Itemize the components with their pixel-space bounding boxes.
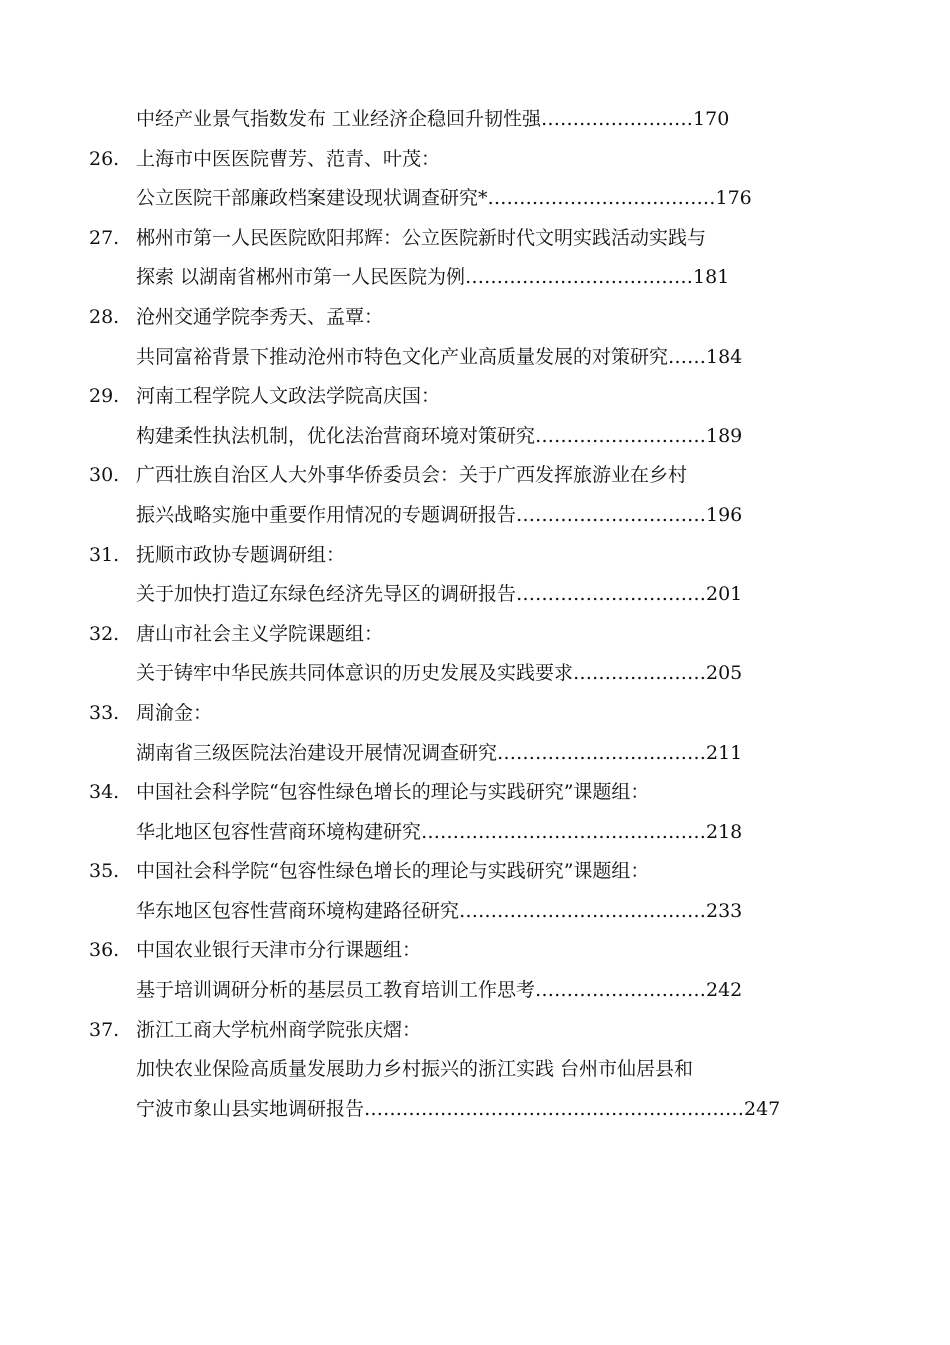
toc-entry-number: 37. (89, 1018, 120, 1041)
toc-line (0, 377, 950, 417)
toc-entry-title: 公立医院干部廉政档案建设现状调查研究*………………………………176 (136, 187, 752, 210)
toc-line (0, 694, 950, 734)
toc-entry-title: 振兴战略实施中重要作用情况的专题调研报告…………………………196 (136, 503, 743, 526)
toc-line (0, 456, 950, 496)
table-of-contents (0, 100, 950, 1129)
toc-entry-title: 基于培训调研分析的基层员工教育培训工作思考………………………242 (136, 979, 743, 1002)
toc-line (0, 931, 950, 971)
toc-entry-number: 33. (89, 701, 120, 724)
toc-entry-title: 关于铸牢中华民族共同体意识的历史发展及实践要求…………………205 (136, 662, 743, 685)
toc-entry-number: 35. (89, 860, 120, 883)
toc-entry-author: 广西壮族自治区人大外事华侨委员会：关于广西发挥旅游业在乡村 (136, 464, 688, 487)
toc-entry-title: 华东地区包容性营商环境构建路径研究…………………………………233 (136, 899, 743, 922)
toc-entry-number: 26. (89, 147, 120, 170)
toc-line (0, 140, 950, 180)
toc-entry-number: 32. (89, 622, 120, 645)
toc-entry-number: 31. (89, 543, 120, 566)
toc-line (0, 852, 950, 892)
toc-line (0, 971, 950, 1011)
toc-entry-title: 湖南省三级医院法治建设开展情况调查研究……………………………211 (136, 741, 743, 764)
toc-entry-author: 唐山市社会主义学院课题组： (136, 622, 384, 645)
toc-line (0, 654, 950, 694)
toc-entry-number: 28. (89, 305, 120, 328)
toc-line (0, 298, 950, 338)
toc-line (0, 1090, 950, 1130)
toc-entry-number: 34. (89, 781, 120, 804)
toc-line (0, 179, 950, 219)
toc-entry-title: 构建柔性执法机制，优化法治营商环境对策研究………………………189 (136, 424, 743, 447)
toc-entry-title: 中经产业景气指数发布 工业经济企稳回升韧性强……………………170 (136, 108, 730, 130)
toc-line (0, 417, 950, 457)
toc-line (0, 892, 950, 932)
toc-line (0, 1050, 950, 1090)
toc-line (0, 813, 950, 853)
toc-entry-number: 36. (89, 939, 120, 962)
toc-entry-number: 30. (89, 464, 120, 487)
toc-entry-author: 中国社会科学院“包容性绿色增长的理论与实践研究”课题组： (136, 860, 650, 883)
toc-entry-author: 中国社会科学院“包容性绿色增长的理论与实践研究”课题组： (136, 781, 650, 804)
toc-entry-title: 关于加快打造辽东绿色经济先导区的调研报告…………………………201 (136, 583, 743, 606)
toc-line (0, 575, 950, 615)
toc-entry-author: 中国农业银行天津市分行课题组： (136, 939, 422, 962)
toc-entry-title: 共同富裕背景下推动沧州市特色文化产业高质量发展的对策研究……184 (136, 345, 743, 368)
toc-entry-title: 华北地区包容性营商环境构建研究………………………………………218 (136, 820, 743, 843)
toc-entry-author: 周渝金： (136, 701, 213, 724)
toc-entry-author: 抚顺市政协专题调研组： (136, 543, 346, 566)
toc-line (0, 338, 950, 378)
toc-entry-author: 上海市中医医院曹芳、范青、叶茂： (136, 147, 441, 170)
toc-entry-title: 宁波市象山县实地调研报告……………………………………………………247 (136, 1097, 781, 1120)
toc-entry-number: 29. (89, 385, 120, 408)
toc-entry-title: 探索 以湖南省郴州市第一人民医院为例………………………………181 (136, 266, 730, 289)
toc-line (0, 100, 950, 140)
toc-line (0, 615, 950, 655)
toc-line (0, 496, 950, 536)
toc-line (0, 734, 950, 774)
toc-line (0, 1011, 950, 1051)
toc-entry-author: 浙江工商大学杭州商学院张庆熠： (136, 1018, 422, 1041)
toc-line (0, 773, 950, 813)
toc-entry-title: 加快农业保险高质量发展助力乡村振兴的浙江实践 台州市仙居县和 (136, 1058, 694, 1081)
toc-line (0, 219, 950, 259)
toc-line (0, 536, 950, 576)
toc-entry-author: 郴州市第一人民医院欧阳邦辉：公立医院新时代文明实践活动实践与 (136, 226, 707, 249)
toc-entry-author: 河南工程学院人文政法学院高庆国： (136, 385, 441, 408)
toc-entry-author: 沧州交通学院李秀天、孟覃： (136, 305, 384, 328)
toc-entry-number: 27. (89, 226, 120, 249)
toc-line (0, 258, 950, 298)
